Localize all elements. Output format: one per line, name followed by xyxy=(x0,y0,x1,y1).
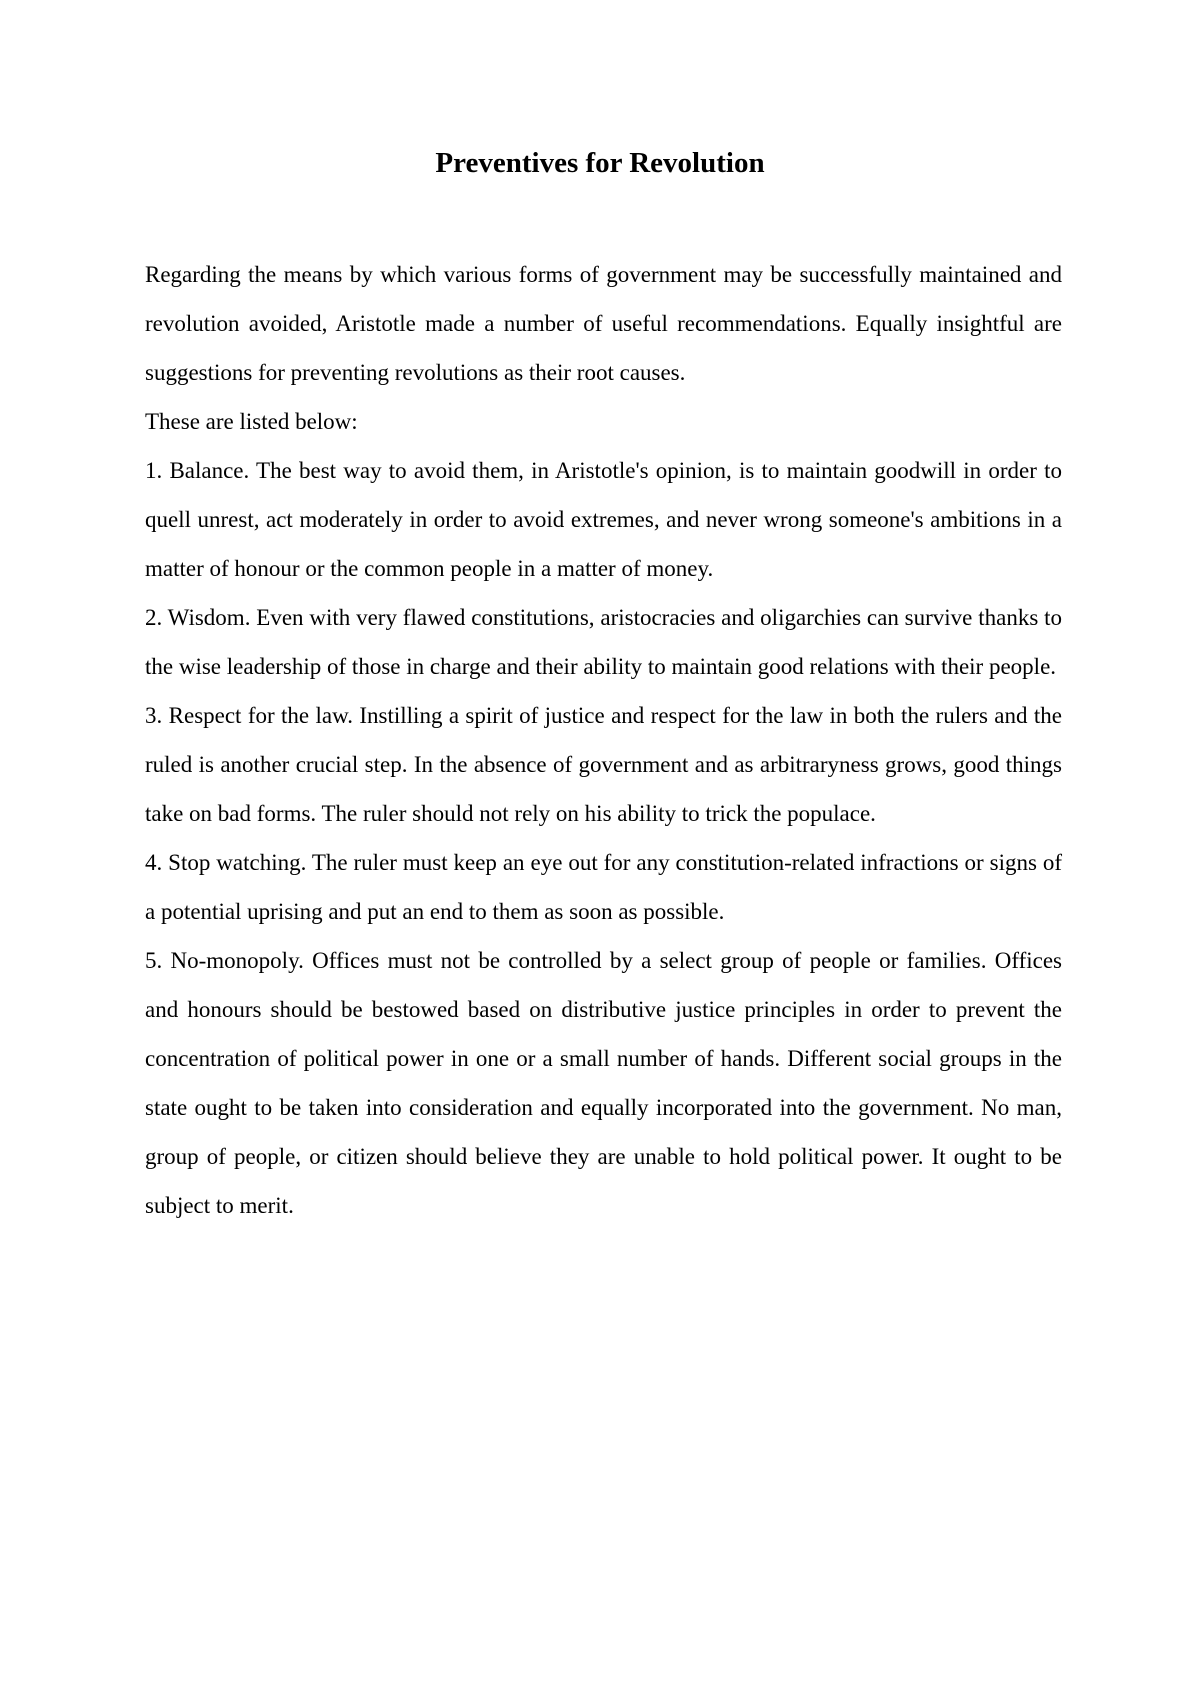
document-body xyxy=(145,250,1062,1230)
list-item-balance: 1. Balance. The best way to avoid them, in Aristotle's opinion, is to maintain goodwill in order to quell unrest, act moderately in order to avoid extremes, and never wrong someone's ambitions in a matter of honour or the common people in a matter of money. xyxy=(145,458,1062,581)
intro-paragraph: Regarding the means by which various forms of government may be successfully maintained and revolution avoided, Aristotle made a number of useful recommendations. Equally insightful are suggestions for preventing revolutions as their root causes. xyxy=(145,262,1062,385)
list-item-respect-for-law: 3. Respect for the law. Instilling a spirit of justice and respect for the law in both the rulers and the ruled is another crucial step. In the absence of government and as arbitraryness grows, good things take on bad forms. The ruler should not rely on his ability to trick the populace. xyxy=(145,703,1062,826)
list-item-no-monopoly: 5. No-monopoly. Offices must not be controlled by a select group of people or families. Offices and honours should be bestowed based on distributive justice principles in order to prevent the concentration of political power in one or a small number of hands. Different social groups in the state ought to be taken into consideration and equally incorporated into the government. No man, group of people, or citizen should believe they are unable to hold political power. It ought to be subject to merit. xyxy=(145,948,1062,1218)
document-title: Preventives for Revolution xyxy=(435,147,765,179)
list-item-wisdom: 2. Wisdom. Even with very flawed constitutions, aristocracies and oligarchies can survive thanks to the wise leadership of those in charge and their ability to maintain good relations with their people. xyxy=(145,605,1062,679)
list-intro: These are listed below: xyxy=(145,409,358,434)
list-item-stop-watching: 4. Stop watching. The ruler must keep an eye out for any constitution-related infractions or signs of a potential uprising and put an end to them as soon as possible. xyxy=(145,850,1062,924)
